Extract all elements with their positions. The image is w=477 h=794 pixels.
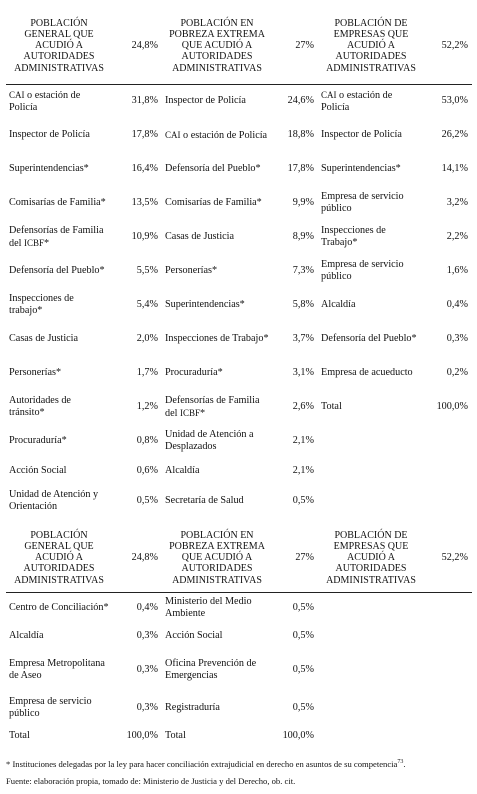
table-row bbox=[6, 484, 472, 518]
percentage-cell: 5,4% bbox=[136, 299, 158, 310]
percentage-cell: 0,4% bbox=[136, 602, 158, 614]
percentage-cell: 2,2% bbox=[446, 231, 468, 242]
institution-cell: Empresa de servicio público bbox=[321, 259, 404, 282]
institution-cell: Oficina Prevención de Emergencias bbox=[165, 658, 257, 681]
institution-cell: Casas de Justicia bbox=[165, 231, 235, 242]
institution-cell: Empresa de servicio público bbox=[321, 191, 404, 214]
percentage-cell: 0,4% bbox=[446, 299, 468, 310]
column-header-percent: 24,8% bbox=[112, 8, 162, 84]
percentage-cell: 16,4% bbox=[131, 163, 158, 174]
table-row bbox=[6, 624, 472, 648]
institution-cell: Personerías* bbox=[9, 367, 62, 378]
institution-cell: Ministerio del Medio Ambiente bbox=[165, 596, 252, 620]
institution-cell: Empresa Metropolitana de Aseo bbox=[9, 658, 105, 681]
percentage-cell bbox=[424, 648, 472, 692]
percentage-cell: 0,5% bbox=[292, 702, 314, 713]
percentage-cell: 5,5% bbox=[136, 265, 158, 276]
institution-cell: CAI o estación de Policía bbox=[9, 89, 81, 113]
percentage-cell bbox=[424, 424, 472, 458]
percentage-cell: 8,9% bbox=[292, 231, 314, 242]
institution-cell bbox=[318, 424, 424, 458]
institution-cell: Total bbox=[321, 401, 342, 412]
institution-cell: Alcaldía bbox=[321, 299, 356, 310]
table-row bbox=[6, 118, 472, 152]
table-row bbox=[6, 648, 472, 692]
institution-cell: Personerías* bbox=[165, 265, 218, 276]
percentage-cell: 18,8% bbox=[287, 129, 314, 140]
percentage-cell: 1,2% bbox=[136, 401, 158, 412]
institution-cell: Inspector de Policía bbox=[321, 129, 402, 140]
institution-cell: Defensoría del Pueblo* bbox=[321, 333, 417, 344]
institution-cell: CAI o estación de Policía bbox=[165, 129, 268, 141]
column-header-percent: 24,8% bbox=[112, 524, 162, 592]
institution-cell: Unidad de Atención a Desplazados bbox=[165, 429, 254, 452]
institution-cell bbox=[318, 724, 424, 748]
institution-cell: Superintendencias* bbox=[9, 163, 89, 174]
institution-cell: Total bbox=[9, 730, 30, 741]
institution-cell: Empresa de servicio público bbox=[9, 696, 92, 719]
percentage-cell: 0,3% bbox=[446, 333, 468, 344]
institution-cell: Centro de Conciliación* bbox=[9, 602, 109, 614]
institution-cell: Defensoría del Pueblo* bbox=[165, 163, 261, 174]
institution-cell: Procuraduría* bbox=[165, 367, 223, 378]
institution-cell: Unidad de Atención y Orientación bbox=[9, 489, 99, 512]
institution-cell: Superintendencias* bbox=[165, 299, 245, 310]
column-header: POBLACIÓN EN POBREZA EXTREMA QUE ACUDIÓ A AUTORIDADES ADMINISTRATIVAS bbox=[162, 524, 272, 592]
institution-cell bbox=[318, 648, 424, 692]
institution-cell: Alcaldía bbox=[165, 465, 200, 476]
percentage-cell: 26,2% bbox=[441, 129, 468, 140]
header-row bbox=[6, 8, 472, 84]
percentage-cell: 3,7% bbox=[292, 333, 314, 344]
institution-cell: Comisarías de Familia* bbox=[9, 197, 106, 208]
percentage-cell: 2,6% bbox=[292, 401, 314, 412]
footnote: * Instituciones delegadas por la ley para hacer conciliación extrajudicial en derecho en asuntos de su competencia$^{73}$. bbox=[6, 758, 406, 769]
institution-cell: CAI o estación de Policía bbox=[321, 89, 393, 113]
percentage-cell: 0,2% bbox=[446, 367, 468, 378]
percentage-cell: 2,1% bbox=[292, 465, 314, 476]
table-row bbox=[6, 220, 472, 254]
institution-cell: Inspecciones de trabajo* bbox=[9, 293, 74, 316]
institution-cell: Defensorías de Familia del ICBF* bbox=[165, 394, 260, 419]
percentage-cell bbox=[424, 592, 472, 624]
institution-cell: Procuraduría* bbox=[9, 435, 67, 446]
institution-cell: Inspector de Policía bbox=[9, 129, 90, 140]
percentage-cell: 14,1% bbox=[441, 163, 468, 174]
percentage-cell bbox=[424, 624, 472, 648]
percentage-cell: 24,6% bbox=[287, 95, 314, 107]
table-row bbox=[6, 724, 472, 748]
percentage-cell: 1,6% bbox=[446, 265, 468, 276]
institution-cell: Registraduría bbox=[165, 702, 220, 713]
percentage-cell: 3,2% bbox=[446, 197, 468, 208]
percentage-cell: 9,9% bbox=[292, 197, 314, 208]
table-row bbox=[6, 592, 472, 624]
percentage-cell: 0,3% bbox=[136, 664, 158, 675]
institution-cell bbox=[318, 624, 424, 648]
percentage-cell bbox=[424, 724, 472, 748]
percentage-cell bbox=[424, 458, 472, 484]
percentage-cell: 0,3% bbox=[136, 702, 158, 713]
percentage-cell bbox=[424, 484, 472, 518]
institution-cell: Casas de Justicia bbox=[9, 333, 79, 344]
institution-cell: Empresa de acueducto bbox=[321, 367, 413, 378]
percentage-cell: 0,6% bbox=[136, 465, 158, 476]
header-row bbox=[6, 524, 472, 592]
percentage-cell: 100,0% bbox=[436, 401, 468, 412]
percentage-cell: 100,0% bbox=[282, 730, 314, 741]
column-header-percent: 27% bbox=[272, 524, 318, 592]
institution-cell: Acción Social bbox=[165, 630, 223, 641]
percentage-cell: 5,8% bbox=[292, 299, 314, 310]
column-header: POBLACIÓN GENERAL QUE ACUDIÓ A AUTORIDADES ADMINISTRATIVAS bbox=[6, 524, 112, 592]
column-header: POBLACIÓN DE EMPRESAS QUE ACUDIÓ A AUTORIDADES ADMINISTRATIVAS bbox=[318, 8, 424, 84]
source-note: Fuente: elaboración propia, tomado de: Ministerio de Justicia y del Derecho, ob. cit. bbox=[6, 775, 296, 786]
table-row bbox=[6, 356, 472, 390]
institution-cell: Acción Social bbox=[9, 465, 67, 476]
column-header-percent: 52,2% bbox=[424, 8, 472, 84]
table-row bbox=[6, 152, 472, 186]
column-header-percent: 52,2% bbox=[424, 524, 472, 592]
percentage-cell: 0,5% bbox=[292, 630, 314, 641]
institution-cell bbox=[318, 592, 424, 624]
institution-cell: Inspecciones de Trabajo* bbox=[165, 333, 269, 344]
table-row bbox=[6, 288, 472, 322]
table-row bbox=[6, 186, 472, 220]
table-row bbox=[6, 390, 472, 424]
percentage-cell: 1,7% bbox=[136, 367, 158, 378]
institution-cell: Inspector de Policía bbox=[165, 95, 246, 107]
percentage-cell: 0,8% bbox=[136, 435, 158, 446]
institution-cell: Superintendencias* bbox=[321, 163, 401, 174]
percentage-cell: 0,5% bbox=[292, 602, 314, 614]
institution-cell: Defensoría del Pueblo* bbox=[9, 265, 105, 276]
institutions-table-part-2 bbox=[6, 524, 472, 748]
table-row bbox=[6, 424, 472, 458]
percentage-cell: 100,0% bbox=[126, 730, 158, 741]
percentage-cell: 0,3% bbox=[136, 630, 158, 641]
institution-cell: Inspecciones de Trabajo* bbox=[321, 225, 386, 248]
percentage-cell: 3,1% bbox=[292, 367, 314, 378]
percentage-cell: 17,8% bbox=[131, 129, 158, 140]
institution-cell: Comisarías de Familia* bbox=[165, 197, 262, 208]
column-header: POBLACIÓN DE EMPRESAS QUE ACUDIÓ A AUTORIDADES ADMINISTRATIVAS bbox=[318, 524, 424, 592]
percentage-cell: 0,5% bbox=[136, 495, 158, 506]
institution-cell: Autoridades de tránsito* bbox=[9, 395, 71, 418]
table-row bbox=[6, 458, 472, 484]
percentage-cell: 17,8% bbox=[287, 163, 314, 174]
institution-cell: Defensorías de Familia del ICBF* bbox=[9, 224, 104, 249]
institution-cell bbox=[318, 692, 424, 724]
percentage-cell bbox=[424, 692, 472, 724]
institutions-table-part-1 bbox=[6, 8, 472, 518]
percentage-cell: 10,9% bbox=[131, 231, 158, 242]
table-row bbox=[6, 322, 472, 356]
percentage-cell: 31,8% bbox=[131, 95, 158, 107]
institution-cell: Alcaldía bbox=[9, 630, 44, 641]
percentage-cell: 7,3% bbox=[292, 265, 314, 276]
percentage-cell: 0,5% bbox=[292, 495, 314, 506]
table-row bbox=[6, 254, 472, 288]
percentage-cell: 2,0% bbox=[136, 333, 158, 344]
table-row bbox=[6, 84, 472, 118]
institution-cell: Secretaría de Salud bbox=[165, 495, 244, 506]
column-header-percent: 27% bbox=[272, 8, 318, 84]
column-header: POBLACIÓN GENERAL QUE ACUDIÓ A AUTORIDADES ADMINISTRATIVAS bbox=[6, 8, 112, 84]
institution-cell: Total bbox=[165, 730, 186, 741]
table-row bbox=[6, 692, 472, 724]
percentage-cell: 0,5% bbox=[292, 664, 314, 675]
percentage-cell: 53,0% bbox=[441, 95, 468, 107]
table-notes bbox=[6, 754, 472, 790]
percentage-cell: 13,5% bbox=[131, 197, 158, 208]
column-header: POBLACIÓN EN POBREZA EXTREMA QUE ACUDIÓ A AUTORIDADES ADMINISTRATIVAS bbox=[162, 8, 272, 84]
institution-cell bbox=[318, 484, 424, 518]
percentage-cell: 2,1% bbox=[292, 435, 314, 446]
institution-cell bbox=[318, 458, 424, 484]
